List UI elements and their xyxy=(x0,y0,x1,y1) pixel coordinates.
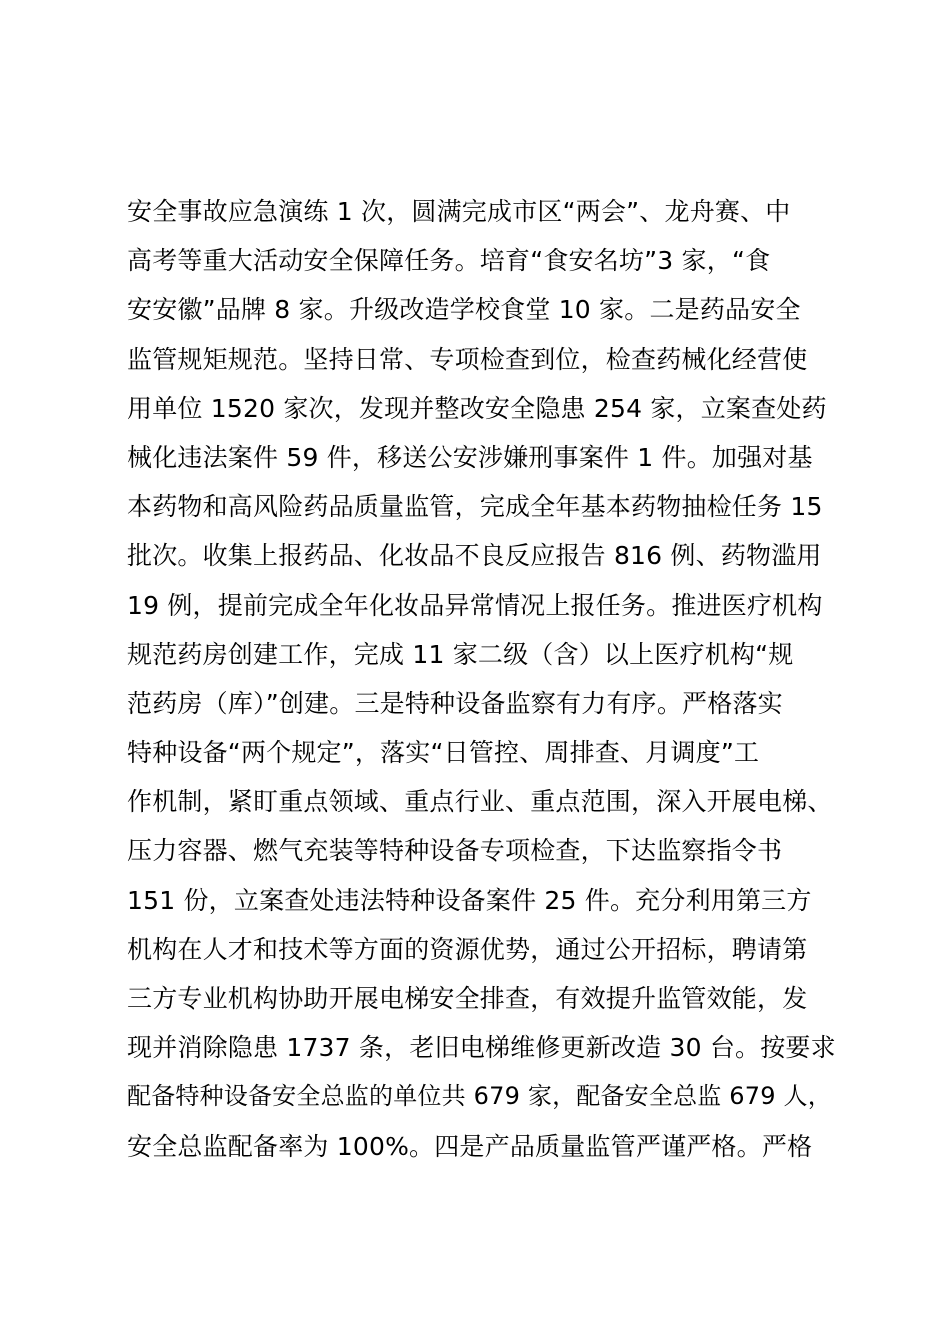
text-line: 范药房（库）”创建。三是特种设备监察有力有序。严格落实 xyxy=(127,688,783,718)
text-line: 安全事故应急演练 1 次，圆满完成市区“两会”、龙舟赛、中 xyxy=(127,197,791,226)
text-line: 安安徽”品牌 8 家。升级改造学校食堂 10 家。二是药品安全 xyxy=(127,295,801,325)
text-line: 特种设备“两个规定”，落实“日管控、周排查、月调度”工 xyxy=(127,738,760,768)
text-line: 压力容器、燃气充装等特种设备专项检查，下达监察指令书 xyxy=(127,836,783,866)
text-line: 151 份，立案查处违法特种设备案件 25 件。充分利用第三方 xyxy=(127,885,812,915)
text-line: 19 例，提前完成全年化妆品异常情况上报任务。推进医疗机构 xyxy=(127,590,823,620)
text-line: 现并消除隐患 1737 条，老旧电梯维修更新改造 30 台。按要求 xyxy=(127,1033,836,1063)
text-line: 配备特种设备安全总监的单位共 679 家，配备安全总监 679 人， xyxy=(127,1082,832,1111)
body-paragraph xyxy=(127,187,837,1171)
text-line: 监管规矩规范。坚持日常、专项检查到位，检查药械化经营使 xyxy=(127,344,808,374)
text-line: 本药物和高风险药品质量监管，完成全年基本药物抽检任务 15 xyxy=(127,492,823,522)
text-line: 高考等重大活动安全保障任务。培育“食安名坊”3 家，“食 xyxy=(127,246,771,276)
text-line: 械化违法案件 59 件，移送公安涉嫌刑事案件 1 件。加强对基 xyxy=(127,442,813,472)
text-line: 用单位 1520 家次，发现并整改安全隐患 254 家，立案查处药 xyxy=(127,393,827,423)
text-line: 机构在人才和技术等方面的资源优势，通过公开招标，聘请第 xyxy=(127,934,808,964)
text-line: 安全总监配备率为 100%。四是产品质量监管严谨严格。严格 xyxy=(127,1131,813,1161)
text-line: 作机制，紧盯重点领域、重点行业、重点范围，深入开展电梯、 xyxy=(127,787,833,817)
text-line: 批次。收集上报药品、化妆品不良反应报告 816 例、药物滥用 xyxy=(127,541,822,571)
text-line: 规范药房创建工作，完成 11 家二级（含）以上医疗机构“规 xyxy=(127,639,794,669)
text-line: 三方专业机构协助开展电梯安全排查，有效提升监管效能，发 xyxy=(127,984,808,1013)
